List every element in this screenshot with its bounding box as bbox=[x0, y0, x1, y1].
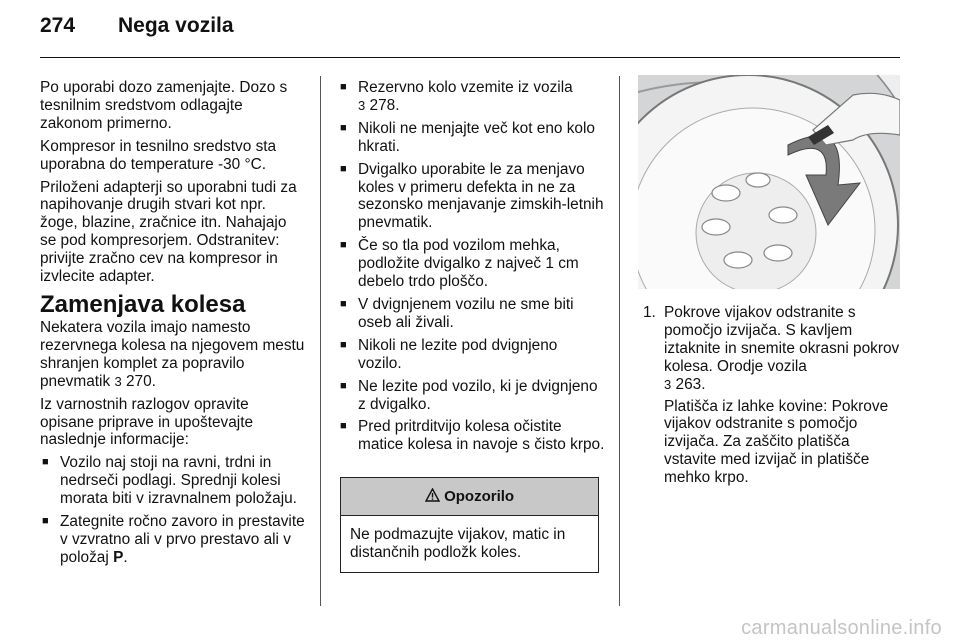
list-item: 1. Pokrove vijakov odstranite s pomočjo izvijača. S kavljem iztaknite in snemite okrasni pokrov kolesa. Orodje vozila 3 263. Platišča iz lahke kovine: Pokrove vijakov odstranite s pomočjo izvijača. Za zaščito platišča vstavite med izvijač in platišče mehko krpo. bbox=[643, 304, 903, 487]
warning-header bbox=[341, 478, 598, 516]
warning-triangle-icon bbox=[425, 488, 444, 505]
paragraph: Platišča iz lahke kovine: Pokrove vijakov odstranite s pomočjo izvijača. Za zaščito platišča vstavite med izvijač in platišče mehko krpo. bbox=[664, 397, 889, 487]
warning-title: Opozorilo bbox=[444, 488, 515, 505]
reference-arrow-icon: 3 bbox=[358, 97, 366, 113]
page-title: Nega vozila bbox=[118, 14, 234, 37]
list-item: ■ Rezervno kolo vzemite iz vozila 3 278. bbox=[338, 79, 605, 115]
warning-box bbox=[340, 477, 599, 573]
bullet-list bbox=[338, 79, 605, 454]
section-heading: Zamenjava kolesa bbox=[40, 290, 246, 318]
paragraph: Kompresor in tesnilno sredstvo sta uporabna do temperature -30 °C. bbox=[40, 137, 277, 173]
column-1 bbox=[40, 79, 305, 572]
list-item: ■ Pred pritrditvijo kolesa očistite matice kolesa in navoje s čisto krpo. bbox=[338, 418, 605, 454]
list-item: ■ Zategnite ročno zavoro in prestavite v vzvratno ali v prvo prestavo ali v položaj P. bbox=[40, 513, 305, 567]
safety-paragraph: Iz varnostnih razlogov opravite opisane priprave in upoštevajte naslednje informacije: bbox=[40, 395, 254, 449]
page-number: 274 bbox=[40, 14, 76, 37]
list-item: ■ Vozilo naj stoji na ravni, trdni in nedrseči podlagi. Sprednji kolesi morata biti v izravnalnem položaju. bbox=[40, 454, 305, 508]
intro-paragraph: Nekatera vozila imajo namesto rezervnega kolesa na njegovem mestu shranjen komplet za popravilo pnevmatik 3 270. bbox=[40, 318, 305, 390]
reference-arrow-icon: 3 bbox=[664, 376, 672, 392]
step-number: 1. bbox=[643, 304, 656, 321]
column-divider-left bbox=[320, 76, 321, 606]
watermark: carmanualsonline.info bbox=[741, 617, 942, 639]
header-rule bbox=[40, 57, 900, 58]
gear-position-p: P bbox=[113, 548, 124, 566]
paragraph: Po uporabi dozo zamenjajte. Dozo s tesnilnim sredstvom odlagajte zakonom primerno. bbox=[40, 79, 288, 132]
reference-arrow-icon: 3 bbox=[114, 373, 122, 389]
list-item: ■ V dvignjenem vozilu ne sme biti oseb ali živali. bbox=[338, 296, 605, 332]
column-3 bbox=[643, 304, 903, 487]
list-item: ■ Ne lezite pod vozilo, ki je dvignjeno z dvigalko. bbox=[338, 378, 605, 414]
list-item: ■ Dvigalko uporabite le za menjavo koles v primeru defekta in ne za sezonsko menjavanje zimskih-letnih pnevmatik. bbox=[338, 161, 605, 233]
list-item: ■ Nikoli ne lezite pod dvignjeno vozilo. bbox=[338, 337, 605, 373]
page-header bbox=[40, 14, 234, 46]
paragraph: Priloženi adapterji so uporabni tudi za napihovanje drugih stvari kot npr. žoge, blazine, zračnice itn. Nahajajo se pod kompresorjem. Odstranitev: privijte zračno cev na kompresor in izvlecite adapter. bbox=[40, 178, 297, 286]
column-2 bbox=[338, 79, 605, 459]
wheel-cover-illustration bbox=[638, 75, 900, 289]
column-divider-right bbox=[619, 76, 620, 606]
bullet-list bbox=[40, 454, 305, 566]
step-list bbox=[643, 304, 903, 487]
list-item: ■ Nikoli ne menjajte več kot eno kolo hkrati. bbox=[338, 120, 605, 156]
list-item: ■ Če so tla pod vozilom mehka, podložite dvigalko z največ 1 cm debelo trdo ploščo. bbox=[338, 237, 605, 291]
warning-text: Ne podmazujte vijakov, matic in distančnih podložk koles. bbox=[350, 526, 566, 561]
